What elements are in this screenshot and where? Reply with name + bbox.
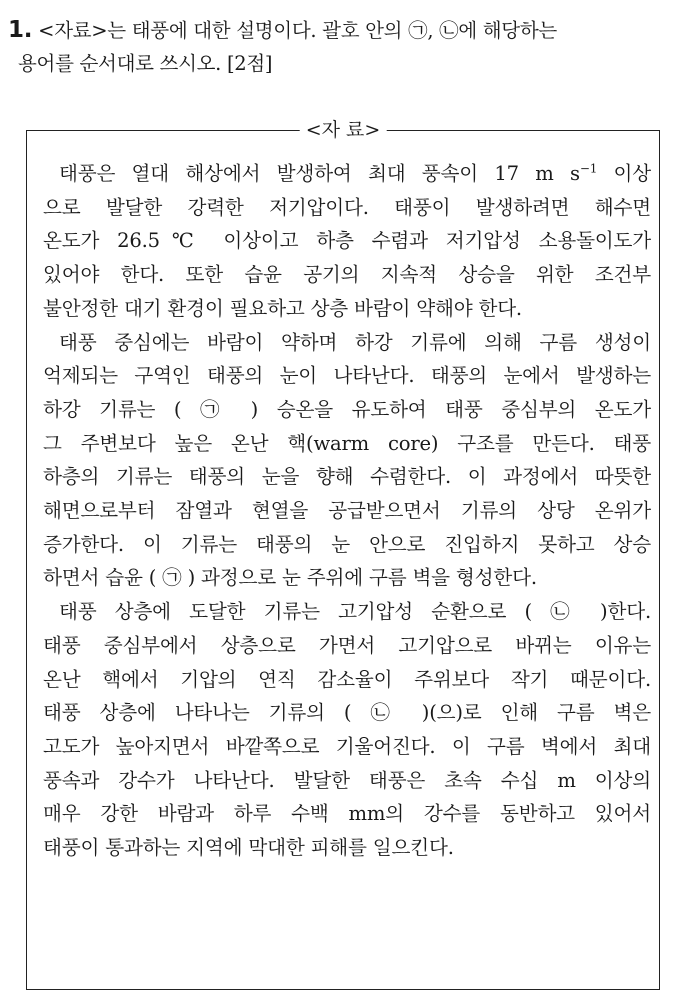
material-box [26,119,660,990]
passage-text: 그 주변보다 높은 온난 핵(warm core) 구조를 만든다. 태풍 [43,431,651,455]
passage-line [43,292,651,326]
passage-text: 불안정한 대기 환경이 필요하고 상층 바람이 약해야 한다. [43,296,522,320]
passage-text: 매우 강한 바람과 하루 수백 mm의 강수를 동반하고 있어서 [43,802,651,826]
material-box-body [27,157,659,865]
passage-line [43,663,651,697]
passage-text: 억제되는 구역인 태풍의 눈이 나타난다. 태풍의 눈에서 발생하는 [43,364,651,388]
passage-text: 태풍 상층에 나타나는 기류의 ( ㉡ )(으)로 인해 구름 벽은 [43,701,651,725]
passage-line [43,595,651,629]
material-box-title: <자 료> [300,118,387,142]
passage-line [43,191,651,225]
passage-line [43,831,651,865]
passage-line [43,629,651,663]
passage-text: 해면으로부터 잠열과 현열을 공급받으면서 기류의 상당 온위가 [43,499,651,523]
passage-text: 태풍 중심부에서 상층으로 가면서 고기압으로 바뀌는 이유는 [43,633,651,657]
passage-line [43,326,651,360]
passage-text: 고도가 높아지면서 바깥쪽으로 기울어진다. 이 구름 벽에서 최대 [43,734,651,758]
passage-text: 온도가 26.5℃ 이상이고 하층 수렴과 저기압성 소용돌이도가 [43,229,651,253]
passage-text: 하강 기류는 ( ㉠ ) 승온을 유도하여 태풍 중심부의 온도가 [43,397,651,421]
passage-line [43,157,651,191]
passage-line [43,561,651,595]
passage-line [43,258,651,292]
passage-line [43,427,651,461]
passage-text: 태풍 중심에는 바람이 약하며 하강 기류에 의해 구름 생성이 [59,330,651,354]
passage-text: 태풍이 통과하는 지역에 막대한 피해를 일으킨다. [43,836,454,860]
passage-line [43,764,651,798]
passage-line [43,528,651,562]
passage-text: 하면서 습윤 ( ㉠ ) 과정으로 눈 주위에 구름 벽을 형성한다. [43,566,537,590]
question [8,14,673,80]
question-number: 1. [8,17,33,43]
question-line-2: 용어를 순서대로 쓰시오. [2점] [18,52,273,75]
passage-line [43,730,651,764]
passage-text: 태풍은 열대 해상에서 발생하여 최대 풍속이 17 m s [59,162,580,185]
passage-text: 있어야 한다. 또한 습윤 공기의 지속적 상승을 위한 조건부 [43,263,651,287]
passage-text: 하층의 기류는 태풍의 눈을 향해 수렴한다. 이 과정에서 따뜻한 [43,465,651,489]
passage-text: 으로 발달한 강력한 저기압이다. 태풍이 발생하려면 해수면 [43,195,651,219]
passage-text: 태풍 상층에 도달한 기류는 고기압성 순환으로 ( ㉡ )한다. [59,600,651,624]
passage-line [43,494,651,528]
unit-exponent: −1 [579,161,598,176]
passage-line [43,359,651,393]
passage-text: 증가한다. 이 기류는 태풍의 눈 안으로 진입하지 못하고 상승 [43,532,651,556]
passage-text: 이상 [597,162,652,185]
passage-line [43,696,651,730]
question-text-1: <자료>는 태풍에 대한 설명이다. 괄호 안의 ㉠, ㉡에 해당하는 [38,19,557,42]
passage-text: 풍속과 강수가 나타난다. 발달한 태풍은 초속 수십 m 이상의 [43,768,651,792]
question-line-1 [8,14,673,47]
passage-line [43,393,651,427]
passage-line [43,460,651,494]
passage-text: 온난 핵에서 기압의 연직 감소율이 주위보다 작기 때문이다. [43,667,651,691]
passage-line [43,797,651,831]
passage-line [43,224,651,258]
